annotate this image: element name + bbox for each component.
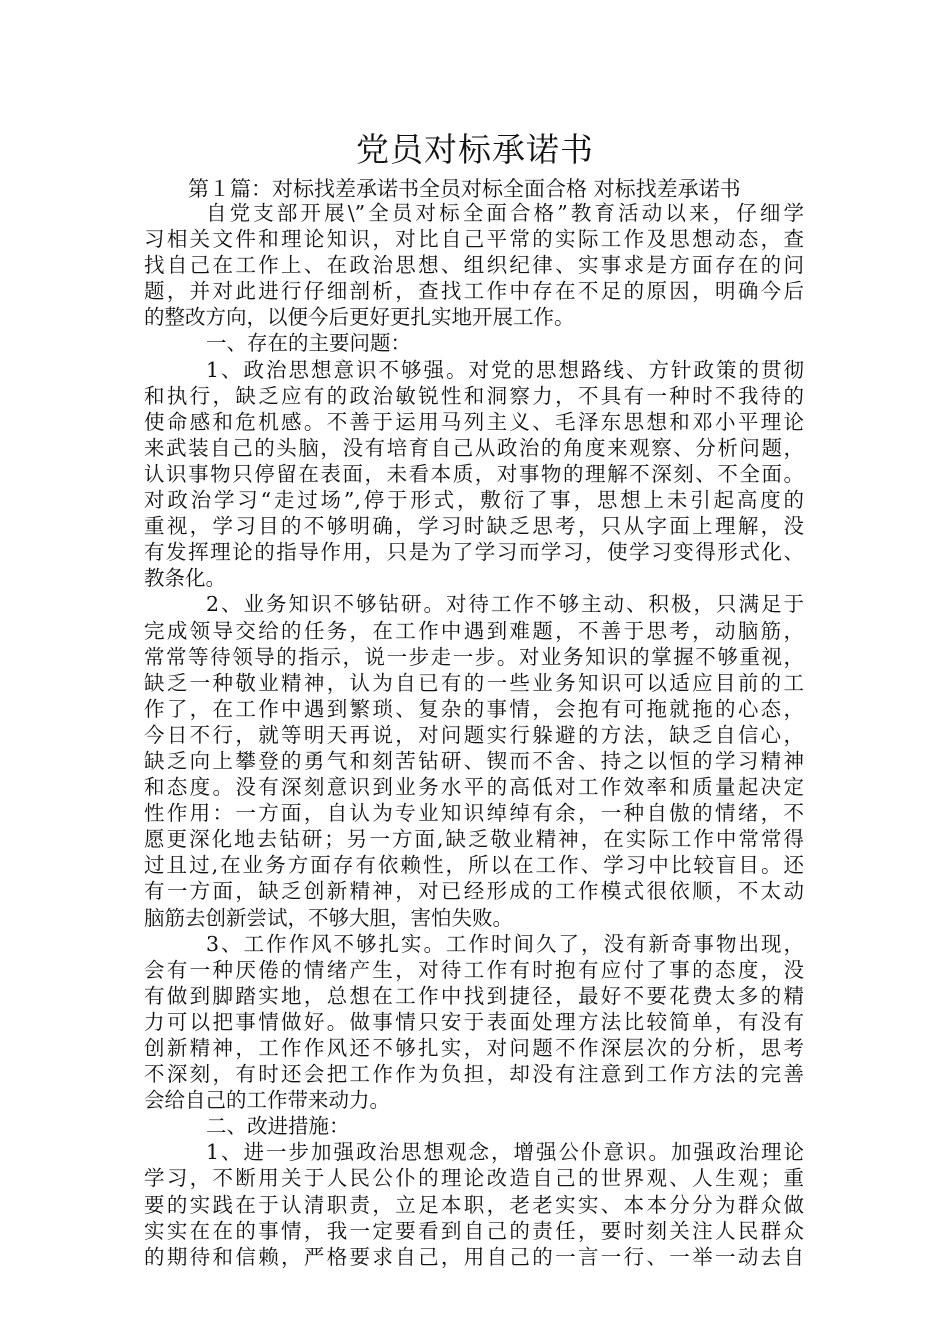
text-line: 要的实践在于认清职责，立足本职，老老实实、本本分分为群众做 [144, 1192, 804, 1217]
text-line: 创新精神，工作作风还不够扎实，对问题不作深层次的分析，思考 [144, 1036, 804, 1060]
text-line: 有做到脚踏实地，总想在工作中找到捷径，最好不要花费太多的精 [144, 983, 804, 1008]
text-line: 使命感和危机感。不善于运用马列主义、毛泽东思想和邓小平理论 [144, 409, 804, 434]
text-line: 3、工作作风不够扎实。工作时间久了，没有新奇事物出现， [206, 931, 804, 956]
document-body [144, 200, 804, 1270]
text-line: 2、业务知识不够钻研。对待工作不够主动、积极，只满足于 [206, 592, 804, 617]
text-line: 和态度。没有深刻意识到业务水平的高低对工作效率和质量起决定 [144, 775, 804, 800]
text-line: 有发挥理论的指导作用，只是为了学习而学习，使学习变得形式化、 [144, 540, 804, 565]
section-heading: 一、存在的主要问题： [206, 331, 411, 356]
text-line: 愿更深化地去钻研；另一方面,缺乏敬业精神，在实际工作中常常得 [144, 827, 804, 852]
text-line: 题，并对此进行仔细剖析，查找工作中存在不足的原因，明确今后 [144, 279, 804, 304]
text-line: 会有一种厌倦的情绪产生，对待工作有时抱有应付了事的态度，没 [144, 957, 804, 982]
text-line: 的整改方向，以便今后更好更扎实地开展工作。 [144, 305, 575, 330]
text-line: 重视，学习目的不够明确，学习时缺乏思考，只从字面上理解，没 [144, 514, 804, 539]
text-line: 过且过,在业务方面存有依赖性，所以在工作、学习中比较盲目。还 [144, 853, 804, 878]
text-line: 1、政治思想意识不够强。对党的思想路线、方针政策的贯彻 [206, 357, 804, 382]
text-line: 缺乏向上攀登的勇气和刻苦钻研、锲而不舍、持之以恒的学习精神 [144, 748, 804, 773]
text-line: 认识事物只停留在表面，未看本质，对事物的理解不深刻、不全面。 [144, 461, 804, 486]
text-line: 对政治学习“走过场”,停于形式，敷衍了事，思想上未引起高度的 [144, 488, 804, 513]
text-line: 会给自己的工作带来动力。 [144, 1088, 390, 1113]
text-line: 脑筋去创新尝试，不够大胆，害怕失败。 [144, 905, 513, 930]
text-line: 1、进一步加强政治思想观念，增强公仆意识。加强政治理论 [206, 1140, 804, 1165]
document-title: 党员对标承诺书 [356, 130, 594, 169]
text-line: 教条化。 [144, 566, 226, 591]
text-line: 缺乏一种敬业精神，认为自已有的一些业务知识可以适应目前的工 [144, 670, 804, 695]
section-heading: 二、改进措施： [206, 1114, 350, 1139]
text-line: 找自己在工作上、在政治思想、组织纪律、实事求是方面存在的问 [144, 253, 804, 278]
text-line: 自党支部开展\”全员对标全面合格”教育活动以来，仔细学 [206, 201, 804, 225]
text-line: 力可以把事情做好。做事情只安于表面处理方法比较简单，有没有 [144, 1009, 804, 1034]
text-line: 今日不行，就等明天再说，对问题实行躲避的方法，缺乏自信心， [144, 722, 804, 747]
text-line: 的期待和信赖，严格要求自己，用自己的一言一行、一举一动去自 [144, 1244, 804, 1269]
text-line: 不深刻，有时还会把工作作为负担，却没有注意到工作方法的完善 [144, 1062, 804, 1087]
text-line: 习相关文件和理论知识，对比自己平常的实际工作及思想动态，查 [144, 227, 804, 252]
text-line: 学习，不断用关于人民公仆的理论改造自己的世界观、人生观；重 [144, 1166, 804, 1191]
text-line: 完成领导交给的任务，在工作中遇到难题，不善于思考，动脑筋， [144, 618, 804, 643]
document-subtitle: 第１篇：对标找差承诺书全员对标全面合格 对标找差承诺书 [188, 177, 741, 201]
text-line: 作了，在工作中遇到繁琐、复杂的事情，会抱有可拖就拖的心态， [144, 696, 804, 721]
text-line: 实实在在的事情，我一定要看到自己的责任，要时刻关注人民群众 [144, 1218, 804, 1243]
text-line: 有一方面，缺乏创新精神，对已经形成的工作模式很依顺，不太动 [144, 879, 804, 904]
text-line: 来武装自己的头脑，没有培育自己从政治的角度来观察、分析问题， [144, 435, 804, 460]
text-line: 性作用：一方面，自认为专业知识绰绰有余，一种自傲的情绪，不 [144, 801, 804, 826]
text-line: 和执行，缺乏应有的政治敏锐性和洞察力，不具有一种时不我待的 [144, 383, 804, 408]
text-line: 常常等待领导的指示，说一步走一步。对业务知识的掌握不够重视， [144, 644, 804, 669]
